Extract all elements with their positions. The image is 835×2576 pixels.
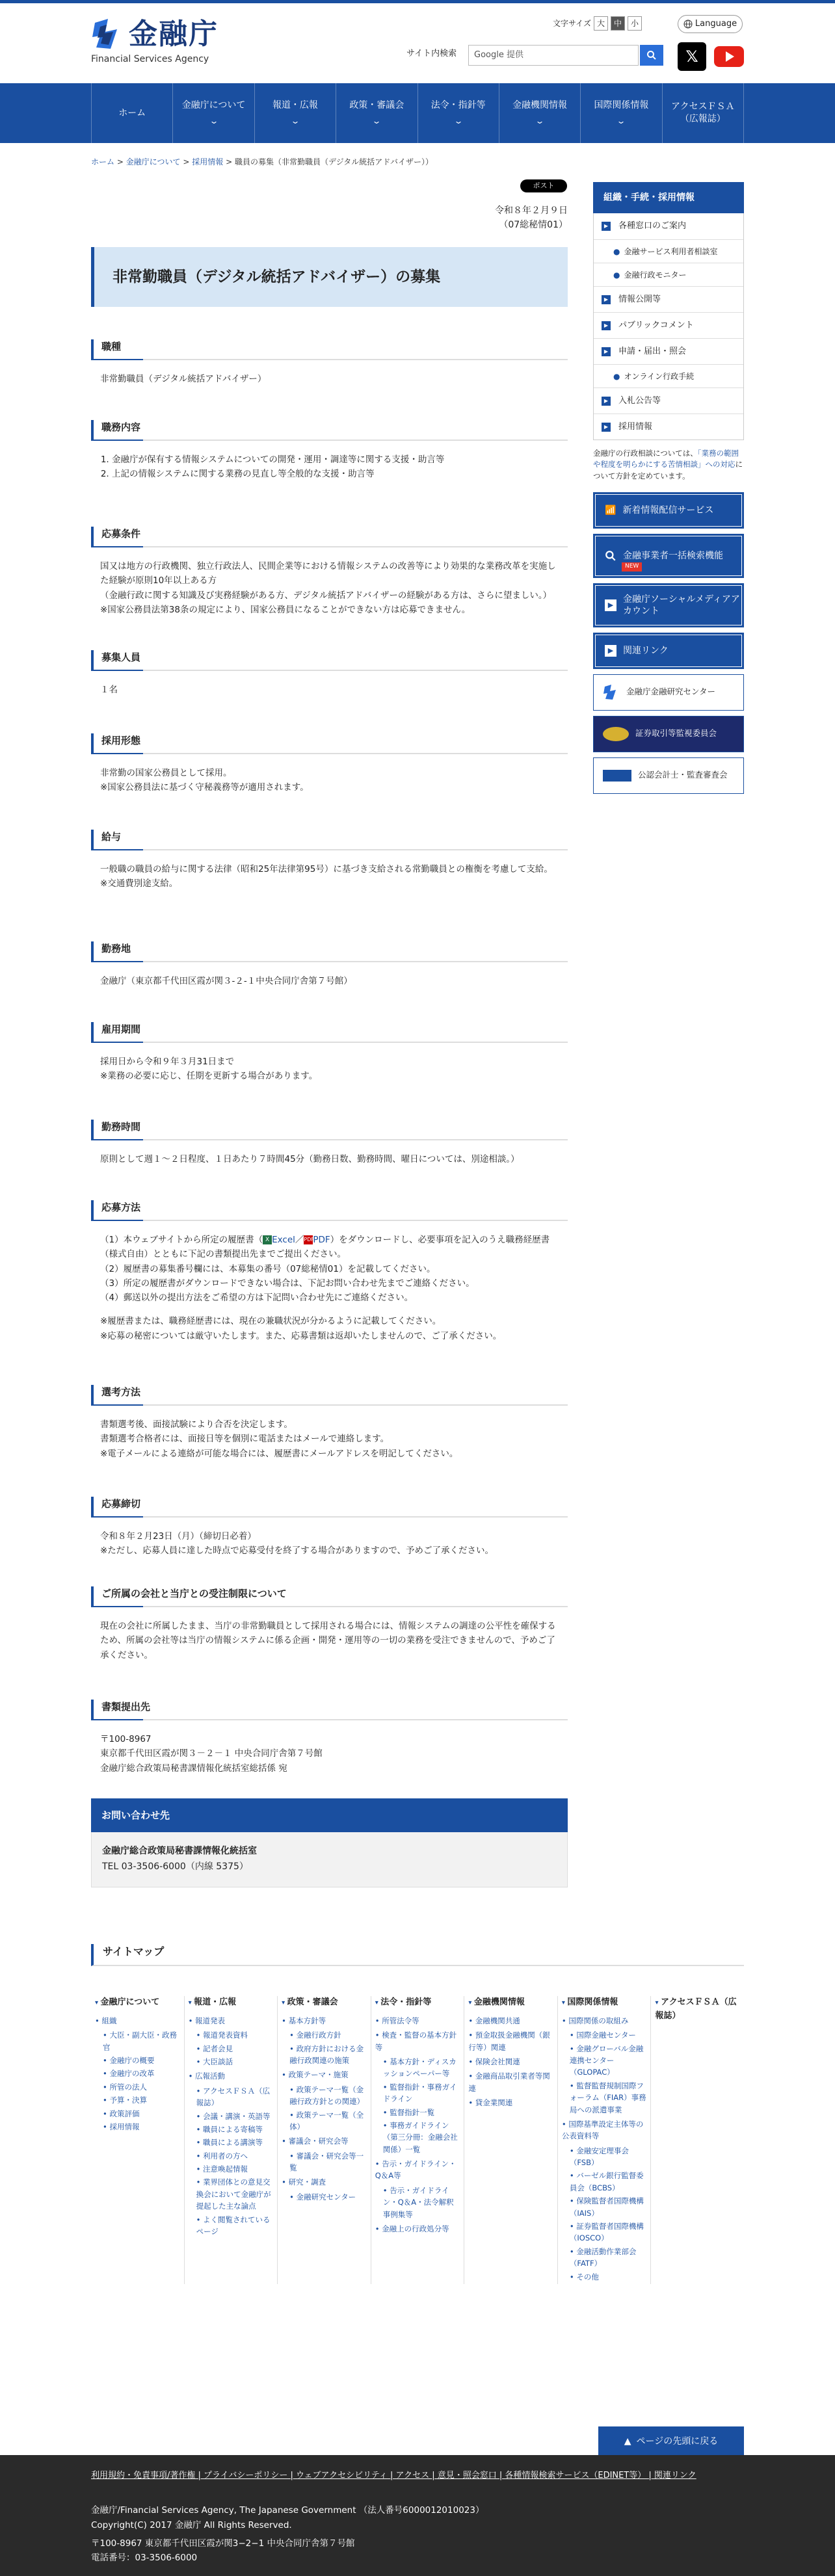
footer-links-text[interactable]: 利用規約・免責事項/著作権 | プライバシーポリシー | ウェブアクセシビリティ | アクセス | 意見・照会窓口 | 各種情報検索サービス（EDINET等） | 関連リンク (91, 2471, 696, 2480)
x-social-icon[interactable]: 𝕏 (678, 42, 706, 71)
sidebar-item-label: 各種窓口のご案内 (618, 221, 687, 231)
sitemap-link[interactable]: • その他 (562, 2271, 647, 2283)
sesc-banner[interactable] (593, 716, 744, 752)
language-label: Language (695, 19, 737, 29)
sitemap-column (184, 1996, 278, 2284)
sitemap-column-title[interactable]: ▾ 報道・広報 (189, 1996, 274, 2010)
sidebar-item-label: 金融サービス利用者相談室 (624, 246, 718, 256)
sitemap-link[interactable]: • 国際金融センター (562, 2029, 647, 2041)
search-input[interactable] (468, 45, 639, 66)
section-hours (91, 1120, 568, 1166)
button-label: 金融庁ソーシャルメディアアカウント (623, 594, 740, 616)
section-text: ※電子メールによる連絡が可能な場合には、履歴書にメールアドレスを明記してください。 (100, 1448, 458, 1459)
sitemap (91, 1996, 744, 2284)
sitemap-link[interactable]: • 国際基準設定主体等の公表資料等 (562, 2118, 647, 2142)
nav-label: 報道・広報 (272, 100, 318, 111)
language-button[interactable] (678, 15, 743, 33)
bullet-icon: ● (613, 371, 620, 381)
section-text: （金融行政に関する知識及び実務経験がある方、デジタル統括アドバイザーの経験がある方は、さらに望ましい。） (100, 590, 552, 601)
excel-download-link[interactable]: Excel (272, 1235, 295, 1245)
breadcrumb-current: 職員の募集（非常勤職員（デジタル統括アドバイザー）） (234, 157, 433, 166)
sitemap-link[interactable]: • 金融商品取引業者等関連 (468, 2070, 553, 2094)
button-label: 関連リンク (623, 645, 669, 656)
section-heading: 職種 (91, 339, 568, 360)
complaint-policy-link[interactable]: 「業務の範囲や程度を明らかにする苦情相談」への対応 (593, 449, 739, 469)
page-top-button[interactable] (598, 2426, 744, 2456)
section-heading: 募集人員 (91, 650, 568, 671)
nav-label: 国際関係情報 (594, 100, 649, 111)
sitemap-link[interactable]: • 審議会・研究会等一覧 (282, 2150, 367, 2174)
button-label: 金融事業者一括検索機能 (623, 550, 723, 561)
sitemap-column-title[interactable]: ▾ 政策・審議会 (282, 1996, 367, 2010)
section-heading: 勤務地 (91, 941, 568, 962)
font-size-switcher (553, 16, 642, 31)
apply-step-2: （2）履歴書の募集番号欄には、本募集の番号（07総秘情01）を記載してください。 (100, 1263, 436, 1274)
section-heading: 雇用期間 (91, 1022, 568, 1043)
sitemap-link[interactable]: • 大臣・副大臣・政務官 (95, 2029, 180, 2053)
section-submit (91, 1700, 568, 1776)
chevron-down-icon: ⌄ (616, 116, 626, 126)
section-requirements (91, 527, 568, 617)
logo-text-en: Financial Services Agency (91, 54, 209, 64)
globe-icon (683, 20, 693, 29)
banner-label: 証券取引等監視委員会 (635, 728, 717, 739)
nav-about[interactable] (173, 83, 254, 143)
x-post-button[interactable] (520, 179, 567, 192)
pdf-download-link[interactable]: PDF (313, 1235, 330, 1245)
section-heading: 応募締切 (91, 1497, 568, 1518)
sitemap-link[interactable]: • アクセスＦＳＡ（広報誌） (189, 2085, 274, 2109)
logo-text-jp: 金融庁 (129, 18, 219, 51)
section-heading: ご所属の会社と当庁との受注制限について (91, 1586, 568, 1607)
section-text: 金融庁総合政策局秘書課情報化統括室総括係 宛 (100, 1763, 287, 1774)
section-deadline (91, 1497, 568, 1558)
sidebar-item-public-comment[interactable] (594, 312, 743, 338)
link-icon: ▶ (605, 645, 616, 657)
section-text: 〒100-8967 (100, 1734, 152, 1744)
section-job-title (91, 339, 568, 386)
sitemap-link[interactable]: • 国際関係の取組み (562, 2015, 647, 2027)
sidebar-item-label: 金融行政モニター (624, 270, 687, 280)
footer-info (91, 2503, 484, 2533)
cpaaob-banner[interactable] (593, 757, 744, 794)
breadcrumb-sep: > (226, 157, 233, 166)
footer-address (91, 2537, 354, 2565)
sitemap-link[interactable]: • 組織 (95, 2015, 180, 2027)
nav-international[interactable] (581, 83, 662, 143)
sitemap-link[interactable]: • 事務ガイドライン（第三分冊：金融会社関係）一覧 (375, 2120, 460, 2155)
sidebar-item-label: パブリックコメント (618, 320, 694, 330)
note-text: について方針を定めています。 (593, 460, 743, 480)
nav-label: 法令・指針等 (431, 100, 486, 111)
cpaaob-logo-icon (603, 770, 631, 782)
sitemap-column (557, 1996, 651, 2284)
search-button[interactable] (640, 45, 663, 66)
section-heading: 選考方法 (91, 1385, 568, 1406)
chevron-down-icon: ⌄ (290, 116, 300, 126)
sidebar-item-applications[interactable] (594, 338, 743, 364)
arrow-right-icon: ▶ (602, 222, 611, 231)
sitemap-link[interactable]: • 所管の法人 (95, 2081, 180, 2093)
sidebar-item-recruit[interactable] (594, 414, 743, 440)
sitemap-link[interactable]: • 報道発表 (189, 2015, 274, 2027)
sitemap-link[interactable]: • 業界団体との意見交換会において金融庁が提起した主な論点 (189, 2176, 274, 2212)
nav-label: 金融庁について (181, 100, 246, 111)
page-title: 非常勤職員（デジタル統括アドバイザー）の募集 (91, 247, 568, 307)
sitemap-link[interactable]: • バーゼル銀行監督委員会（BCBS） (562, 2170, 647, 2194)
sidebar-item-label: 申請・届出・照会 (618, 346, 687, 356)
section-restriction (91, 1586, 568, 1663)
section-heading: 給与 (91, 830, 568, 850)
inquiry-org: 金融庁総合政策局秘書課情報化統括室 (102, 1846, 257, 1856)
section-heading: 採用形態 (91, 733, 568, 754)
section-text: 金融庁（東京都千代田区霞が関３-２-１中央合同庁舎第７号館） (100, 976, 352, 986)
section-text: 令和８年２月23日（月）（締切日必着） (100, 1531, 256, 1542)
section-text: 原則として週１～２日程度、１日あたり７時間45分（勤務日数、勤務時間、曜日については、別途相談。） (100, 1154, 520, 1164)
chevron-down-icon: ⌄ (209, 116, 219, 126)
sidebar-note (593, 448, 744, 482)
sitemap-link[interactable]: • 政府方針における金融行政関連の施策 (282, 2043, 367, 2067)
sidebar-heading: 組織・手続・採用情報 (593, 182, 744, 213)
sidebar-item-online[interactable] (594, 364, 743, 388)
inquiry-tel: TEL 03-3506-6000（内線 5375） (102, 1861, 248, 1872)
arrow-right-icon: ▶ (602, 321, 611, 330)
sitemap-link[interactable]: • 金融上の行政処分等 (375, 2223, 460, 2235)
note-text: 金融庁の行政相談については、 (593, 449, 698, 458)
inquiry-heading: お問い合わせ先 (91, 1798, 568, 1832)
footer-org-name: 金融庁/Financial Services Agency, The Japanese Government （法人番号6000012010023） (91, 2505, 484, 2516)
sidebar (593, 182, 744, 799)
arrow-right-icon: ▶ (602, 347, 611, 356)
section-employment (91, 733, 568, 795)
fsa-logo-icon (603, 684, 620, 701)
apply-note: ※履歴書または、職務経歴書には、現在の兼職状況が分かるように記載してください。 (100, 1316, 442, 1327)
section-text: 採用日から令和９年３月31日まで (100, 1057, 235, 1067)
sesc-logo-icon (603, 727, 629, 741)
share-icon: ▶ (605, 599, 616, 611)
sitemap-link[interactable]: • 証券監督者国際機構（IOSCO） (562, 2220, 647, 2244)
nav-label: アクセスＦＳＡ （広報誌） (671, 101, 735, 124)
arrow-right-icon: ▶ (602, 295, 611, 304)
sitemap-link[interactable]: • 職員による講演等 (189, 2136, 274, 2148)
sitemap-link[interactable]: • 保険会社関連 (468, 2056, 553, 2068)
sitemap-link[interactable]: • 金融機関共通 (468, 2015, 553, 2027)
sidebar-item-disclosure[interactable] (594, 286, 743, 312)
footer-links[interactable] (91, 2469, 744, 2482)
sitemap-link[interactable]: • 広報活動 (189, 2070, 274, 2082)
font-size-small-button[interactable]: 小 (628, 16, 642, 31)
sitemap-link[interactable]: • 大臣談話 (189, 2056, 274, 2068)
sitemap-link[interactable]: • 金融庁の改革 (95, 2068, 180, 2079)
apply-step-1 (100, 1233, 559, 1262)
sitemap-column (91, 1996, 184, 2284)
sidebar-item-bidding[interactable] (594, 388, 743, 414)
chevron-down-icon: ⌄ (535, 116, 545, 126)
sitemap-link[interactable]: • 金融活動作業部会（FATF） (562, 2246, 647, 2270)
breadcrumb (91, 156, 433, 168)
global-nav (0, 83, 835, 143)
section-heading: 書類提出先 (91, 1700, 568, 1720)
sitemap-link[interactable]: • 金融研究センター (282, 2191, 367, 2203)
sidebar-item-label: 情報公開等 (618, 294, 661, 304)
apply-step-4: （4）郵送以外の提出方法をご希望の方は下記問い合わせ先にご連絡ください。 (100, 1293, 414, 1304)
apply-step-1a: （1）本ウェブサイトから所定の履歴書（ (100, 1235, 263, 1245)
nav-access-fsa[interactable] (663, 83, 744, 143)
page-top-label: ページの先頭に戻る (636, 2436, 719, 2447)
sitemap-column-title[interactable]: ▾ アクセスＦＳＡ（広報誌） (655, 1996, 740, 2023)
fsa-logo-icon (91, 18, 125, 51)
sitemap-link[interactable]: • 保険監督者国際機構（IAIS） (562, 2195, 647, 2219)
apply-step-3: （3）所定の履歴書がダウンロードできない場合は、下記お問い合わせ先までご連絡ください。 (100, 1278, 475, 1289)
reference-number: （07総秘情01） (499, 219, 568, 230)
youtube-icon[interactable] (714, 46, 744, 67)
section-location (91, 941, 568, 988)
sitemap-link[interactable]: • 告示・ガイドライン・Q＆A・法令解釈事例集等 (375, 2185, 460, 2220)
sitemap-link[interactable]: • 金融庁の概要 (95, 2055, 180, 2066)
chevron-down-icon: ⌄ (371, 116, 382, 126)
research-center-banner[interactable] (593, 674, 744, 711)
sitemap-column (650, 1996, 744, 2284)
sitemap-column-title[interactable]: ▾ 法令・指針等 (375, 1996, 460, 2010)
nav-label: 政策・審議会 (349, 100, 404, 111)
section-text: ※交通費別途支給。 (100, 878, 178, 889)
section-text: 非常勤の国家公務員として採用。 (100, 768, 232, 778)
section-text: ※業務の必要に応じ、任期を更新する場合があります。 (100, 1071, 318, 1082)
sitemap-link[interactable]: • 政策テーマ一覧（全体） (282, 2109, 367, 2133)
nav-press[interactable] (255, 83, 336, 143)
business-search-button[interactable] (593, 534, 744, 578)
section-text: １名 (100, 685, 118, 695)
sitemap-link[interactable]: • 金融グローバル金融連携センター（GLOPAC） (562, 2043, 647, 2079)
list-item: 2. 上記の情報システムに関する業務の見直し等全般的な支援・助言等 (112, 467, 559, 481)
sitemap-column (371, 1996, 464, 2284)
sitemap-link[interactable]: • 記者会見 (189, 2043, 274, 2055)
section-apply (91, 1200, 568, 1343)
sitemap-link[interactable]: • 研究・調査 (282, 2176, 367, 2188)
pdf-icon: PDF (304, 1235, 313, 1244)
section-heading: 職務内容 (91, 420, 568, 441)
sitemap-link[interactable]: • 会議・講演・英語等 (189, 2110, 274, 2122)
nav-label: ホーム (118, 107, 146, 118)
site-logo[interactable] (91, 16, 241, 65)
inquiry-box (91, 1798, 568, 1887)
sitemap-link[interactable]: • 政策評価 (95, 2108, 180, 2120)
sitemap-link[interactable]: • 採用情報 (95, 2121, 180, 2133)
section-text: ※国家公務員法に基づく守秘義務等が適用されます。 (100, 782, 309, 793)
x-post-label: ポスト (533, 181, 555, 190)
apply-step-1b: ）をダウンロードし、必要事項を記入のうえ職務経歴書（様式自由）とともに下記の書類提出先までご提出ください。 (100, 1235, 550, 1260)
arrow-up-icon: ▲ (624, 2436, 631, 2447)
sitemap-link[interactable]: • 金融安定理事会（FSB） (562, 2145, 647, 2169)
sitemap-link[interactable]: • 監督指針・事務ガイドライン (375, 2081, 460, 2105)
sitemap-link[interactable]: • 予算・決算 (95, 2094, 180, 2106)
breadcrumb-recruit[interactable]: 採用情報 (192, 157, 224, 166)
related-links-button[interactable] (593, 633, 744, 669)
nav-institutions[interactable] (499, 83, 581, 143)
footer-copyright: Copyright(C) 2017 金融庁 All Rights Reserved. (91, 2519, 292, 2530)
site-footer (0, 2455, 835, 2576)
nav-policy[interactable] (336, 83, 418, 143)
sitemap-link[interactable]: • 検査・監督の基本方針等 (375, 2029, 460, 2053)
breadcrumb-sep: > (183, 157, 190, 166)
section-text: 一般職の職員の給与に関する法律（昭和25年法律第95号）に基づき支給される常勤職員との権衡を考慮して支給。 (100, 864, 553, 874)
section-heading: 勤務時間 (91, 1120, 568, 1140)
sitemap-link[interactable]: • 所管法令等 (375, 2015, 460, 2027)
search-label: サイト内検索 (406, 49, 457, 59)
sitemap-link[interactable]: • 金融行政方針 (282, 2029, 367, 2041)
section-period (91, 1022, 568, 1084)
bullet-icon: ● (613, 270, 620, 280)
footer-tel: 電話番号：03-3506-6000 (91, 2552, 198, 2563)
sitemap-link[interactable]: • 告示・ガイドライン・Q＆A等 (375, 2158, 460, 2182)
list-item: 1. 金融庁が保有する情報システムについての開発・運用・調達等に関する支援・助言等 (112, 453, 559, 467)
sidebar-list (593, 213, 744, 440)
section-headcount (91, 650, 568, 697)
breadcrumb-about[interactable]: 金融庁について (126, 157, 181, 166)
sidebar-item-label: オンライン行政手続 (624, 371, 695, 381)
sidebar-item-label: 採用情報 (618, 421, 653, 432)
sidebar-item-monitor[interactable] (594, 263, 743, 286)
wifi-icon: 📶 (605, 505, 616, 516)
chevron-down-icon: ⌄ (453, 116, 464, 126)
font-size-medium-button[interactable]: 中 (611, 16, 625, 31)
section-text: ※ただし、応募人員に達した時点で応募受付を終了する場合がありますので、予めご了承ください。 (100, 1545, 494, 1557)
banner-label: 公認会計士・監査審査会 (638, 770, 728, 780)
sitemap-column (277, 1996, 371, 2284)
apply-note: ※応募の秘密については厳守いたします。また、応募書類は返却いたしませんので、ご了承ください。 (100, 1330, 502, 1341)
font-size-large-button[interactable]: 大 (594, 16, 608, 31)
sitemap-column-title[interactable]: ▾ 金融庁について (95, 1996, 180, 2010)
font-size-label: 文字サイズ (553, 19, 592, 28)
sitemap-link[interactable]: • 基本方針・ディスカッションペーパー等 (375, 2056, 460, 2080)
section-text: 国又は地方の行政機関、独立行政法人、民間企業等における情報システムの改善等により効果的な業務改革を実施した経験が原則10年以上ある方 (100, 561, 556, 586)
sitemap-link[interactable]: • 監督指針一覧 (375, 2107, 460, 2118)
date-block (495, 204, 568, 232)
sitemap-link[interactable]: • 基本方針等 (282, 2015, 367, 2027)
sitemap-link[interactable]: • 報道発表資料 (189, 2029, 274, 2041)
search-placeholder: Google 提供 (474, 50, 524, 60)
nav-laws[interactable] (418, 83, 499, 143)
section-heading: 応募条件 (91, 527, 568, 547)
section-text: 書類選考合格者には、面接日等を個別に電話またはメールで連絡します。 (100, 1434, 390, 1445)
site-header (0, 3, 835, 81)
sitemap-link[interactable]: • 預金取扱金融機関（銀行等）関連 (468, 2029, 553, 2053)
section-text: 非常勤職員（デジタル統括アドバイザー） (100, 374, 267, 384)
breadcrumb-sep: > (116, 157, 124, 166)
section-heading: 応募方法 (91, 1200, 568, 1221)
social-media-button[interactable] (593, 583, 744, 627)
search-icon (605, 550, 616, 562)
sidebar-item-label: 入札公告等 (618, 395, 661, 406)
sitemap-link[interactable]: • よく閲覧されているページ (189, 2214, 274, 2238)
sitemap-link[interactable]: • 監督監督規制国際フォーラム（FIAR）事務局への派遣事業 (562, 2080, 647, 2116)
section-text: 現在の会社に所属したまま、当庁の非常勤職員として採用される場合には、情報システムの調達の公平性を確保するため、所属の会社等は当庁の情報システムに係る企画・開発・運用等の一切の業務を受注できませんので、予めご了承ください。 (100, 1621, 556, 1661)
arrow-right-icon: ▶ (602, 423, 611, 432)
sitemap-heading: サイトマップ (91, 1944, 744, 1966)
sitemap-link[interactable]: • 注意喚起情報 (189, 2163, 274, 2175)
sitemap-link[interactable]: • 職員による寄稿等 (189, 2123, 274, 2135)
breadcrumb-home[interactable]: ホーム (91, 157, 115, 166)
sitemap-column-title[interactable]: ▾ 国際関係情報 (562, 1996, 647, 2010)
sidebar-item-consultation[interactable] (594, 239, 743, 263)
footer-address-line: 〒100-8967 東京都千代田区霞が関3−2−1 中央合同庁舎第７号館 (91, 2538, 355, 2549)
section-salary (91, 830, 568, 891)
new-badge: NEW (622, 562, 642, 572)
arrow-right-icon: ▶ (602, 397, 611, 406)
sitemap-link[interactable]: • 政策テーマ・施策 (282, 2069, 367, 2081)
nav-label: 金融機関情報 (512, 100, 568, 111)
section-text: ※国家公務員法第38条の規定により、国家公務員になることができない方は応募できません。 (100, 604, 471, 615)
section-duties (91, 420, 568, 482)
excel-icon: X (263, 1235, 272, 1244)
section-text: 書類選考後、面接試験により合否を決定します。 (100, 1419, 293, 1430)
nav-home[interactable] (91, 83, 173, 143)
search-icon (646, 50, 657, 60)
sitemap-column-title[interactable]: ▾ 金融機関情報 (468, 1996, 553, 2010)
banner-label: 金融庁金融研究センター (626, 687, 716, 697)
sitemap-link[interactable]: • 利用者の方へ (189, 2150, 274, 2162)
bullet-icon: ● (613, 246, 620, 256)
news-feed-button[interactable] (593, 492, 744, 529)
section-text: 東京都千代田区霞が関３－２－１ 中央合同庁舎第７号館 (100, 1748, 323, 1759)
section-selection (91, 1385, 568, 1461)
sitemap-link[interactable]: • 審議会・研究会等 (282, 2135, 367, 2147)
sitemap-link[interactable]: • 政策テーマ一覧（金融行政方針との関連） (282, 2084, 367, 2108)
publish-date: 令和８年２月９日 (495, 205, 568, 216)
sitemap-link[interactable]: • 貸金業関連 (468, 2097, 553, 2109)
sitemap-column (464, 1996, 557, 2284)
button-label: 新着情報配信サービス (622, 505, 714, 516)
separator: ／ (295, 1235, 304, 1245)
sidebar-item-contacts[interactable] (594, 213, 743, 239)
